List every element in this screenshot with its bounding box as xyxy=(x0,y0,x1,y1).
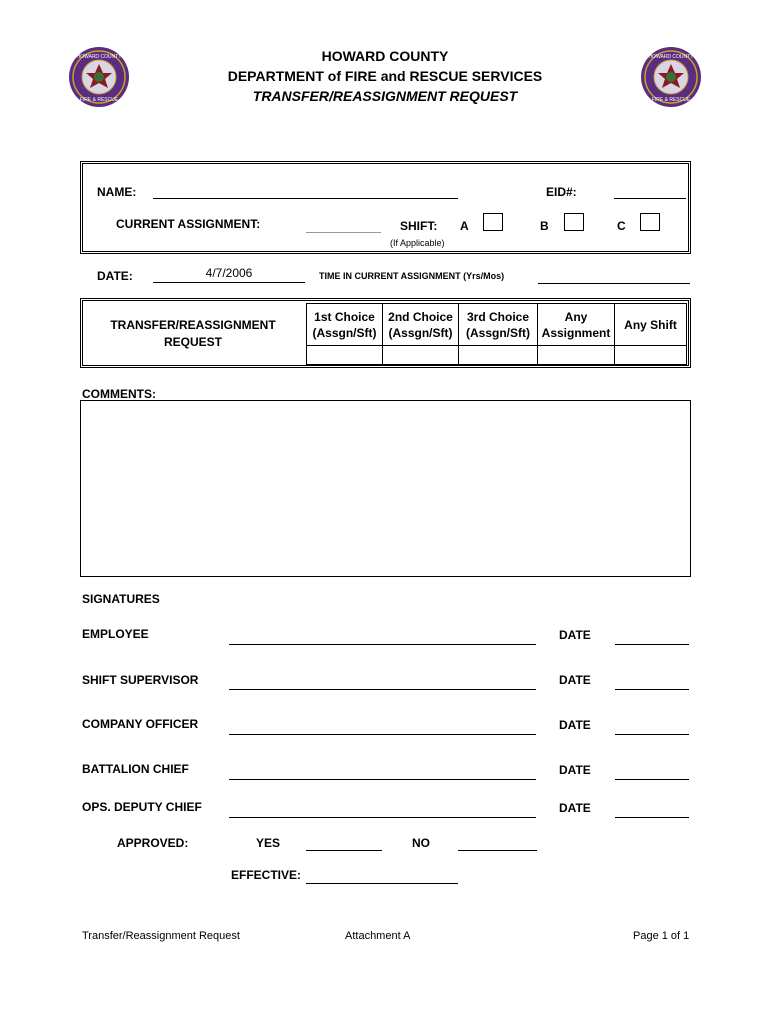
entry-1st-choice[interactable] xyxy=(306,345,383,365)
date-label-battalion-chief: DATE xyxy=(559,763,591,777)
date-label: DATE: xyxy=(97,269,133,283)
signature-label-battalion-chief: BATTALION CHIEF xyxy=(82,762,189,776)
column-header-any-shift: Any Shift xyxy=(614,303,687,346)
signature-label-company-officer: COMPANY OFFICER xyxy=(82,717,199,731)
if-applicable-note: (If Applicable) xyxy=(390,238,445,248)
shift-b-checkbox[interactable] xyxy=(564,213,584,231)
column-header-2nd-choice: 2nd Choice (Assgn/Sft) xyxy=(382,303,459,346)
svg-text:FIRE & RESCUE: FIRE & RESCUE xyxy=(651,97,691,103)
date-field-line xyxy=(153,282,305,283)
signature-line-company-officer[interactable] xyxy=(229,734,536,735)
shift-c-checkbox[interactable] xyxy=(640,213,660,231)
eid-label: EID#: xyxy=(546,185,577,199)
signature-line-ops-deputy-chief[interactable] xyxy=(229,817,536,818)
date-line-shift-supervisor[interactable] xyxy=(615,689,689,690)
comments-label: COMMENTS: xyxy=(82,387,156,401)
entry-any-assignment[interactable] xyxy=(537,345,615,365)
date-label-employee: DATE xyxy=(559,628,591,642)
date-label-ops-deputy-chief: DATE xyxy=(559,801,591,815)
shift-a-checkbox[interactable] xyxy=(483,213,503,231)
effective-label: EFFECTIVE: xyxy=(231,868,302,882)
time-in-assignment-field[interactable] xyxy=(538,283,690,284)
signatures-title: SIGNATURES xyxy=(82,592,160,606)
name-label: NAME: xyxy=(97,185,137,199)
footer-form-name: Transfer/Reassignment Request xyxy=(82,930,240,942)
approved-no-field[interactable] xyxy=(458,850,537,851)
footer-attachment: Attachment A xyxy=(345,930,411,942)
shift-c-label: C xyxy=(617,219,626,233)
shift-b-label: B xyxy=(540,219,549,233)
approved-no-label: NO xyxy=(412,836,430,850)
header-county: HOWARD COUNTY xyxy=(321,48,449,64)
signature-label-ops-deputy-chief: OPS. DEPUTY CHIEF xyxy=(82,800,202,814)
column-header-any-assignment: Any Assignment xyxy=(537,303,615,346)
date-label-shift-supervisor: DATE xyxy=(559,673,591,687)
approved-yes-field[interactable] xyxy=(306,850,382,851)
entry-any-shift[interactable] xyxy=(614,345,687,365)
employee-info-box xyxy=(80,161,691,254)
date-line-company-officer[interactable] xyxy=(615,734,689,735)
column-header-1st-choice: 1st Choice (Assgn/Sft) xyxy=(306,303,383,346)
current-assignment-label: CURRENT ASSIGNMENT: xyxy=(116,217,261,231)
shift-a-label: A xyxy=(460,219,469,233)
signature-label-employee: EMPLOYEE xyxy=(82,627,149,641)
date-line-employee[interactable] xyxy=(615,644,689,645)
signature-label-shift-supervisor: SHIFT SUPERVISOR xyxy=(82,673,199,687)
signature-line-battalion-chief[interactable] xyxy=(229,779,536,780)
date-label-company-officer: DATE xyxy=(559,718,591,732)
eid-field[interactable] xyxy=(614,198,686,199)
name-field[interactable] xyxy=(153,198,458,199)
date-line-ops-deputy-chief[interactable] xyxy=(615,817,689,818)
time-in-assignment-label: TIME IN CURRENT ASSIGNMENT (Yrs/Mos) xyxy=(319,271,505,281)
svg-text:HOWARD COUNTY: HOWARD COUNTY xyxy=(648,54,694,60)
request-row-label: TRANSFER/REASSIGNMENT REQUEST xyxy=(110,318,276,349)
svg-text:HOWARD COUNTY: HOWARD COUNTY xyxy=(76,54,122,60)
current-assignment-field[interactable] xyxy=(306,232,381,233)
approved-label: APPROVED: xyxy=(117,836,189,850)
header-department: DEPARTMENT of FIRE and RESCUE SERVICES xyxy=(227,68,543,84)
effective-field[interactable] xyxy=(306,883,458,884)
column-header-3rd-choice: 3rd Choice (Assgn/Sft) xyxy=(458,303,538,346)
date-value[interactable]: 4/7/2006 xyxy=(205,266,253,280)
approved-yes-label: YES xyxy=(256,836,281,850)
date-line-battalion-chief[interactable] xyxy=(615,779,689,780)
entry-2nd-choice[interactable] xyxy=(382,345,459,365)
entry-3rd-choice[interactable] xyxy=(458,345,538,365)
shift-label: SHIFT: xyxy=(400,219,438,233)
signature-line-employee[interactable] xyxy=(229,644,536,645)
signature-line-shift-supervisor[interactable] xyxy=(229,689,536,690)
header-form-title: TRANSFER/REASSIGNMENT REQUEST xyxy=(252,88,518,104)
footer-page-number: Page 1 of 1 xyxy=(633,930,690,942)
comments-box[interactable] xyxy=(80,400,691,577)
svg-text:FIRE & RESCUE: FIRE & RESCUE xyxy=(79,97,119,103)
